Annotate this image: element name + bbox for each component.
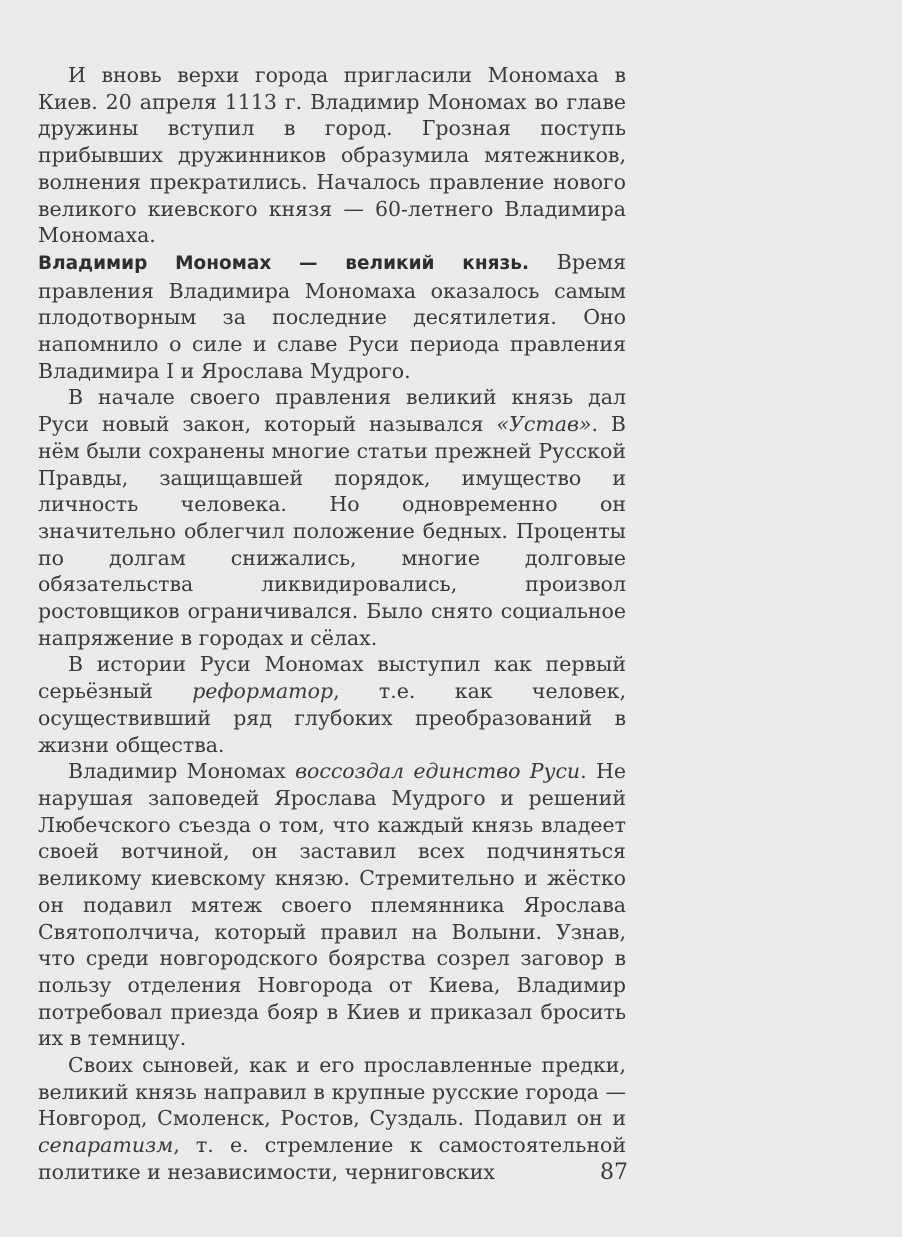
paragraph-text: Время правления Владимира Мономаха оказалось самым плодотворным за последние десятилетия. Оно напомнило о силе и славе Руси периода правления Владимира I и Ярослава Мудрого. — [38, 249, 626, 383]
paragraph-text-after: . В нём были сохранены многие статьи прежней Русской Правды, защищавшей порядок, имущество и личность человека. Но одновременно он значительно облегчил положение бедных. Проценты по долгам снижались, многие долговые обязательства ликвидировались, произвол ростовщиков ограничивался. Было снято социальное напряжение в городах и сёлах. — [38, 412, 626, 650]
paragraph-return-to-kiev — [38, 62, 626, 249]
paragraph-text-after: , т. е. стремление к самостоятельной политике и независимости, черниговских — [38, 1133, 626, 1184]
emphasized-term: реформатор — [192, 679, 334, 704]
text-column — [38, 62, 626, 1186]
paragraph-reformer — [38, 651, 626, 758]
paragraph-text: И вновь верхи города пригласили Мономаха в Киев. 20 апреля 1113 г. Владимир Мономах во главе дружины вступил в город. Грозная поступь прибывших дружинников образумила мятежников, волнения прекратились. Началось правление нового великого киевского князя — 60-летнего Владимира Мономаха. — [38, 63, 626, 248]
emphasized-term: сепаратизм — [38, 1133, 174, 1158]
paragraph-unity — [38, 758, 626, 1052]
emphasized-term: «Устав» — [496, 412, 592, 437]
emphasized-term: воссоздал единство Руси — [295, 759, 581, 784]
page-number: 87 — [600, 1160, 628, 1185]
paragraph-text-after: . Не нарушая заповедей Ярослава Мудрого и решений Любечского съезда о том, что каждый князь владеет своей вотчиной, он заставил всех подчиняться великому киевскому князю. Стремительно и жёстко он подавил мятеж своего племянника Ярослава Святополчича, который правил на Волыни. Узнав, что среди новгородского боярства созрел заговор в пользу отделения Новгорода от Киева, Владимир потребовал приезда бояр в Киев и приказал бросить их в темницу. — [38, 759, 626, 1051]
paragraph-text-before: Владимир Мономах — [68, 759, 296, 784]
paragraph-text-before: В истории Руси Мономах выступил как первый серьёзный — [38, 652, 626, 704]
section-heading: Владимир Мономах — великий князь. — [38, 252, 529, 274]
paragraph-separatism — [38, 1052, 626, 1186]
paragraph-text-before: Своих сыновей, как и его прославленные предки, великий князь направил в крупные русские города — Новгород, Смоленск, Ростов, Суздаль. Подавил он и — [38, 1053, 626, 1131]
paragraph-ustav — [38, 384, 626, 651]
paragraph-text-before: В начале своего правления великий князь дал Руси новый закон, который назывался — [38, 385, 626, 437]
paragraph-text-after: , т.е. как человек, осуществивший ряд глубоких преобразований в жизни общества. — [38, 679, 626, 757]
paragraph-great-prince — [38, 249, 626, 385]
